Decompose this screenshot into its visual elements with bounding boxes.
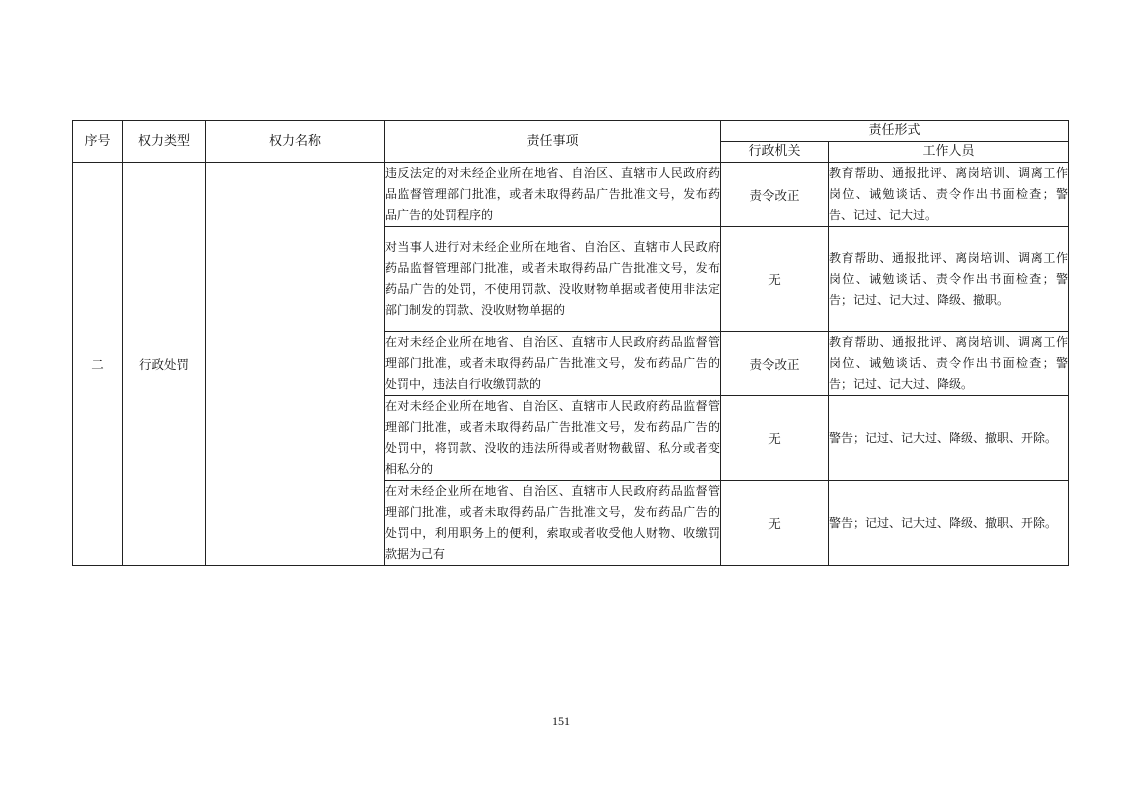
staff-cell: 教育帮助、通报批评、离岗培训、调离工作岗位、诫勉谈话、责令作出书面检查；警告；记过、记大过、降级。 <box>829 332 1069 396</box>
header-staff: 工作人员 <box>829 142 1069 163</box>
table-row <box>73 163 1069 227</box>
item-cell: 在对未经企业所在地省、自治区、直辖市人民政府药品监督管理部门批准，或者未取得药品广告批准文号，发布药品广告的处罚中，违法自行收缴罚款的 <box>385 332 721 396</box>
header-power-type: 权力类型 <box>123 121 206 163</box>
page-number: 151 <box>552 714 570 728</box>
org-cell: 责令改正 <box>721 163 829 227</box>
header-form: 责任形式 <box>721 121 1069 142</box>
staff-cell: 警告；记过、记大过、降级、撤职、开除。 <box>829 396 1069 481</box>
staff-cell: 警告；记过、记大过、降级、撤职、开除。 <box>829 481 1069 566</box>
header-seq: 序号 <box>73 121 123 163</box>
org-cell: 无 <box>721 481 829 566</box>
item-cell: 违反法定的对未经企业所在地省、自治区、直辖市人民政府药品监督管理部门批准，或者未取得药品广告批准文号，发布药品广告的处罚程序的 <box>385 163 721 227</box>
power-type-cell: 行政处罚 <box>123 163 206 566</box>
item-cell: 在对未经企业所在地省、自治区、直辖市人民政府药品监督管理部门批准，或者未取得药品广告批准文号，发布药品广告的处罚中，利用职务上的便利，索取或者收受他人财物、收缴罚款据为己有 <box>385 481 721 566</box>
org-cell: 无 <box>721 227 829 332</box>
staff-cell: 教育帮助、通报批评、离岗培训、调离工作岗位、诫勉谈话、责令作出书面检查；警告、记过、记大过。 <box>829 163 1069 227</box>
header-org: 行政机关 <box>721 142 829 163</box>
staff-cell: 教育帮助、通报批评、离岗培训、调离工作岗位、诫勉谈话、责令作出书面检查；警告；记过、记大过、降级、撤职。 <box>829 227 1069 332</box>
power-name-cell <box>206 163 385 566</box>
item-cell: 在对未经企业所在地省、自治区、直辖市人民政府药品监督管理部门批准，或者未取得药品广告批准文号，发布药品广告的处罚中，将罚款、没收的违法所得或者财物截留、私分或者变相私分的 <box>385 396 721 481</box>
responsibility-table <box>72 120 1069 566</box>
org-cell: 责令改正 <box>721 332 829 396</box>
header-item: 责任事项 <box>385 121 721 163</box>
header-power-name: 权力名称 <box>206 121 385 163</box>
seq-cell: 二 <box>73 163 123 566</box>
org-cell: 无 <box>721 396 829 481</box>
item-cell: 对当事人进行对未经企业所在地省、自治区、直辖市人民政府药品监督管理部门批准，或者未取得药品广告批准文号，发布药品广告的处罚，不使用罚款、没收财物单据或者使用非法定部门制发的罚款、没收财物单据的 <box>385 227 721 332</box>
